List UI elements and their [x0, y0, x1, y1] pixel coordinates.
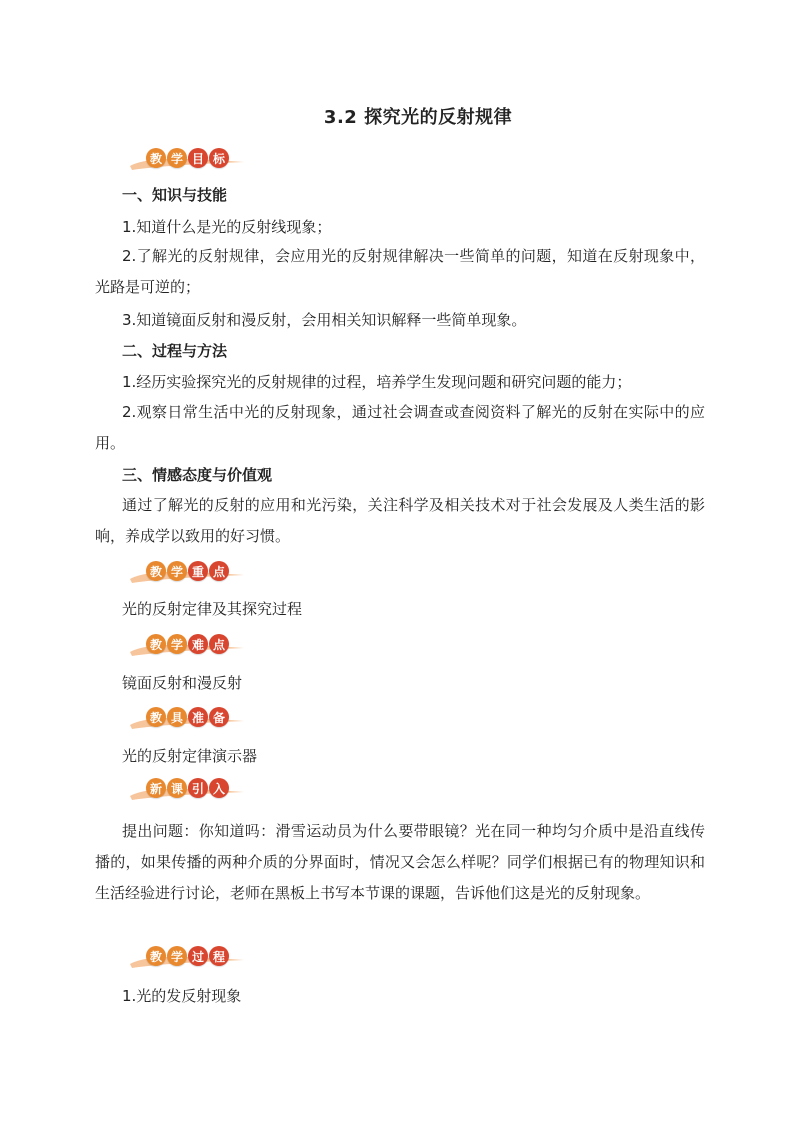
- badge-char: 学: [167, 946, 187, 966]
- badge-char: 教: [146, 634, 166, 654]
- badge-key-points: [128, 559, 268, 587]
- badge-char: 备: [209, 707, 229, 727]
- section-attitudes-values-heading: 三、情感态度与价值观: [122, 466, 273, 484]
- badge-chips: [146, 778, 229, 798]
- attitude-paragraph-text: 通过了解光的反射的应用和光污染，关注科学及相关技术对于社会发展及人类生活的影响，养成学以致用的好习惯。: [95, 496, 705, 545]
- badge-char: 重: [188, 561, 208, 581]
- badge-chips: [146, 148, 229, 168]
- page-title: 3.2 探究光的反射规律: [323, 107, 513, 128]
- goal-item-1: 1.知道什么是光的反射线现象；: [122, 218, 332, 236]
- section-process-methods-heading: 二、过程与方法: [122, 342, 228, 360]
- badge-chips: [146, 707, 229, 727]
- badge-char: 教: [146, 148, 166, 168]
- badge-char: 教: [146, 561, 166, 581]
- method-item-2-text: 2.观察日常生活中光的反射现象，通过社会调查或查阅资料了解光的反射在实际中的应用。: [95, 403, 705, 452]
- badge-char: 点: [209, 561, 229, 581]
- tools-text: 光的反射定律演示器: [122, 747, 258, 765]
- badge-char: 课: [167, 778, 187, 798]
- badge-char: 准: [188, 707, 208, 727]
- badge-char: 学: [167, 634, 187, 654]
- badge-char: 难: [188, 634, 208, 654]
- badge-char: 具: [167, 707, 187, 727]
- process-item-1: 1.光的发反射现象: [122, 987, 242, 1005]
- key-points-text: 光的反射定律及其探究过程: [122, 600, 303, 618]
- badge-difficulties: [128, 632, 268, 660]
- badge-char: 引: [188, 778, 208, 798]
- badge-teaching-tools: [128, 705, 268, 733]
- badge-char: 学: [167, 561, 187, 581]
- badge-chips: [146, 946, 229, 966]
- badge-teaching-process: [128, 944, 268, 972]
- method-item-1: 1.经历实验探究光的反射规律的过程，培养学生发现问题和研究问题的能力；: [122, 373, 632, 391]
- badge-new-lesson-intro: [128, 776, 268, 804]
- intro-paragraph-text: 提出问题：你知道吗：滑雪运动员为什么要带眼镜？光在同一种均匀介质中是沿直线传播的，如果传播的两种介质的分界面时，情况又会怎么样呢？同学们根据已有的物理知识和生活经验进行讨论，老师在黑板上书写本节课的课题，告诉他们这是光的反射现象。: [95, 822, 705, 902]
- badge-char: 标: [209, 148, 229, 168]
- badge-char: 过: [188, 946, 208, 966]
- badge-char: 程: [209, 946, 229, 966]
- badge-chips: [146, 634, 229, 654]
- goal-item-3: 3.知道镜面反射和漫反射，会用相关知识解释一些简单现象。: [122, 311, 527, 329]
- difficulties-text: 镜面反射和漫反射: [122, 674, 243, 692]
- section-knowledge-skills-heading: 一、知识与技能: [122, 186, 228, 204]
- badge-char: 学: [167, 148, 187, 168]
- method-item-2: [95, 397, 705, 459]
- badge-char: 目: [188, 148, 208, 168]
- badge-char: 入: [209, 778, 229, 798]
- badge-char: 新: [146, 778, 166, 798]
- badge-char: 点: [209, 634, 229, 654]
- attitude-paragraph: [95, 490, 705, 552]
- goal-item-2-text: 2.了解光的反射规律，会应用光的反射规律解决一些简单的问题，知道在反射现象中，光路是可逆的；: [95, 247, 705, 296]
- intro-paragraph: [95, 816, 705, 909]
- goal-item-2: [95, 241, 705, 303]
- badge-chips: [146, 561, 229, 581]
- badge-char: 教: [146, 946, 166, 966]
- badge-teaching-goals: [128, 146, 268, 174]
- badge-char: 教: [146, 707, 166, 727]
